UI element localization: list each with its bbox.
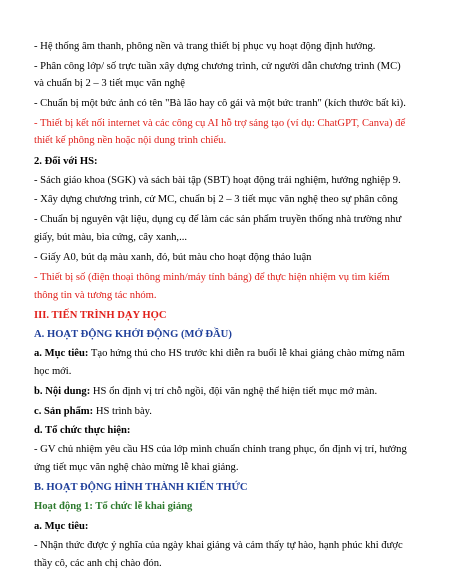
text-line: - GV chủ nhiệm yêu cầu HS của lớp mình chuẩn chỉnh trang phục, ổn định vị trí, hướng (34, 444, 407, 455)
text-line-highlight: - Thiết bị kết nối internet và các công cụ AI hỗ trợ sáng tạo (ví dụ: ChatGPT, Canva) để (34, 118, 406, 129)
chapter-heading: III. TIẾN TRÌNH DẠY HỌC (34, 310, 167, 321)
item-text: HS ổn định vị trí chỗ ngồi, đội văn nghệ thể hiện tiết mục mở màn. (90, 386, 378, 397)
activity-heading: A. HOẠT ĐỘNG KHỞI ĐỘNG (MỞ ĐẦU) (34, 329, 232, 340)
text-line: và chuẩn bị 2 – 3 tiết mục văn nghệ (34, 78, 185, 89)
item-label: c. Sản phẩm: (34, 406, 94, 417)
item-text: Tạo hứng thú cho HS trước khi diễn ra buổi lễ khai giảng chào mừng năm (88, 348, 405, 359)
text-line-highlight: thiết kế phông nền hoặc nội dung trình chiếu. (34, 135, 227, 146)
text-line-highlight: - Thiết bị số (điện thoại thông minh/máy tính bảng) để thực hiện nhiệm vụ tìm kiếm (34, 272, 390, 283)
activity-heading: B. HOẠT ĐỘNG HÌNH THÀNH KIẾN THỨC (34, 482, 248, 493)
item-label: b. Nội dung: (34, 386, 91, 397)
item-label: d. Tổ chức thực hiện: (34, 425, 131, 436)
text-line: giấy, bút màu, bìa cứng, cây xanh,... (34, 232, 188, 243)
text-line: - Xây dựng chương trình, cử MC, chuẩn bị 2 – 3 tiết mục văn nghệ theo sự phân công (34, 194, 398, 205)
text-line: - Hệ thống âm thanh, phông nền và trang thiết bị phục vụ hoạt động định hướng. (34, 41, 376, 52)
text-line: - Giấy A0, bút dạ màu xanh, đỏ, bút màu cho hoạt động thảo luận (34, 252, 312, 263)
text-line: - Sách giáo khoa (SGK) và sách bài tập (SBT) hoạt động trải nghiệm, hướng nghiệp 9. (34, 175, 401, 186)
item-text: HS trình bày. (93, 406, 152, 417)
text-line: - Chuẩn bị nguyên vật liệu, dụng cụ để làm các sản phẩm truyền thống nhà trường như (34, 214, 402, 225)
text-line: học mới. (34, 366, 72, 377)
section-heading: 2. Đối với HS: (34, 156, 98, 167)
text-line: - Nhận thức được ý nghĩa của ngày khai giảng và cảm thấy tự hào, hạnh phúc khi được (34, 540, 403, 551)
text-line: ứng tiết mục văn nghệ chào mừng lễ khai giảng. (34, 462, 239, 473)
text-line-highlight: thông tin và tương tác nhóm. (34, 290, 157, 301)
text-line: - Chuẩn bị một bức ảnh có tên "Bà lão hay cô gái và một bức tranh" (kích thước bất kì). (34, 98, 406, 109)
subactivity-heading: Hoạt động 1: Tổ chức lễ khai giảng (34, 501, 193, 512)
text-line: - Phân công lớp/ số trực tuần xây dựng chương trình, cử người dẫn chương trình (MC) (34, 61, 401, 72)
text-line: thầy cô, các anh chị chào đón. (34, 558, 162, 569)
item-label: a. Mục tiêu: (34, 348, 89, 359)
item-label: a. Mục tiêu: (34, 521, 89, 532)
